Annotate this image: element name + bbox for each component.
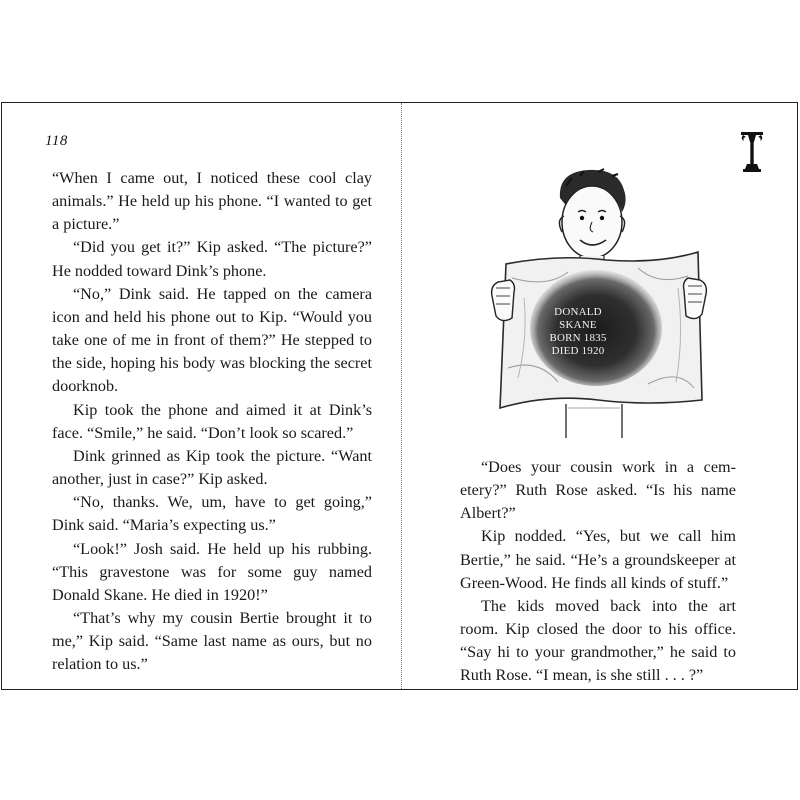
gravestone-born: BORN 1835	[549, 332, 607, 344]
paragraph: Kip took the phone and aimed it at Dink’s face. “Smile,” he said. “Don’t look so scared.”	[52, 400, 372, 442]
paragraph: “No, thanks. We, um, have to get going,” Dink said. “Maria’s expecting us.”	[52, 493, 372, 535]
paragraph: Kip nodded. “Yes, but we call him Bertie,” he said. “He’s a groundskeeper at Green-Wood. He finds all kinds of stuff.”	[460, 527, 736, 592]
paragraph: “That’s why my cousin Bertie brought it to me,” Kip said. “Same last name as ours, but no relation to us.”	[52, 608, 372, 674]
paragraph: “When I came out, I noticed these cool clay animals.” He held up his phone. “I wanted to get a picture.”	[52, 169, 372, 234]
right-page-text	[460, 456, 736, 688]
chapter-ornament-icon	[740, 130, 764, 174]
gravestone-died: DIED 1920	[551, 345, 605, 357]
boy-holding-gravestone-rubbing-illustration	[488, 168, 710, 438]
paragraph: “No,” Dink said. He tapped on the camera icon and held his phone out to Kip. “Would you take one of me in front of them?” He stepped to the side, hoping his body was blocking the secret doorknob.	[52, 284, 372, 396]
left-page-text	[52, 167, 372, 676]
paragraph: The kids moved back into the art room. Kip closed the door to his office. “Say hi to your grandmother,” he said to Ruth Rose. “I mean, is she still . . . ?”	[460, 596, 736, 685]
paragraph: “Does your cousin work in a cemetery?” Ruth Rose asked. “Is his name Albert?”	[460, 458, 736, 523]
paragraph: “Did you get it?” Kip asked. “The picture?” He nodded toward Dink’s phone.	[52, 238, 372, 280]
page-gutter	[401, 103, 402, 689]
paragraph: Dink grinned as Kip took the picture. “Want another, just in case?” Kip asked.	[52, 446, 372, 489]
gravestone-inscription	[536, 306, 620, 358]
gravestone-name: DONALD SKANE	[554, 306, 602, 331]
page-number: 118	[45, 133, 68, 149]
paragraph: “Look!” Josh said. He held up his rubbing. “This gravestone was for some guy named Donald Skane. He died in 1920!”	[52, 539, 372, 604]
